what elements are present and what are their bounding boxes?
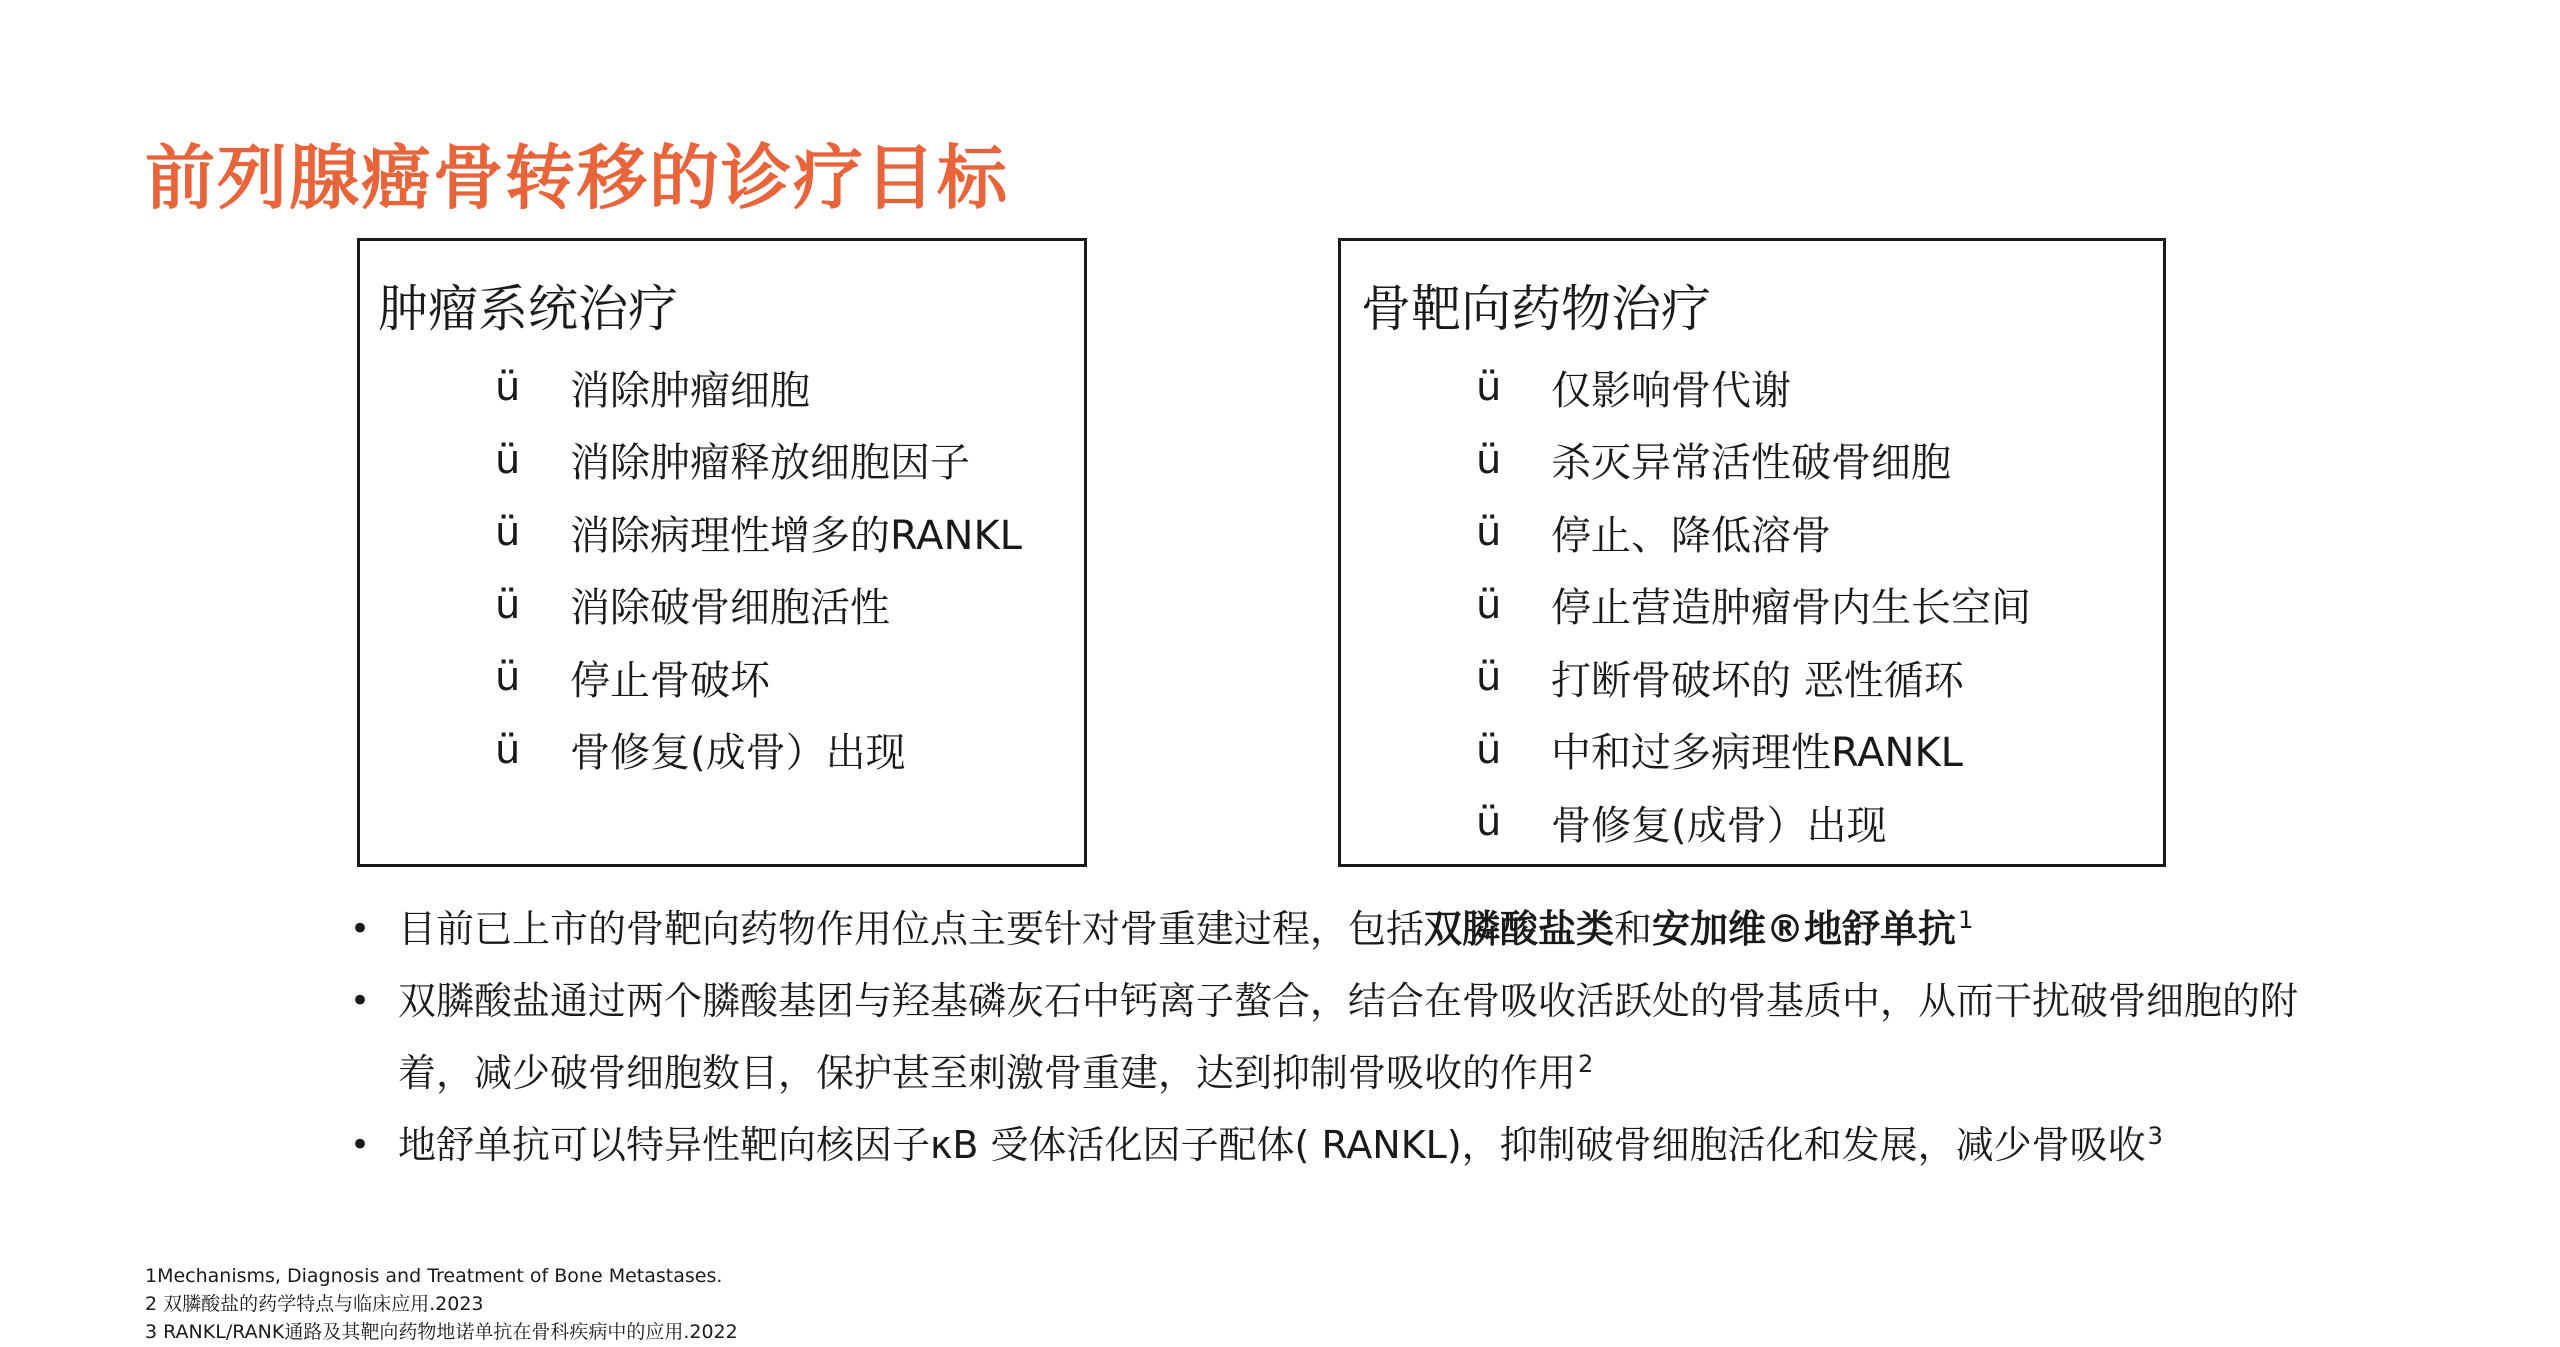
bullet-item-3 [350, 1109, 2330, 1181]
list-item [495, 351, 1022, 424]
list-item [495, 569, 1022, 642]
bullet-dot-icon: • [350, 981, 371, 1021]
list-item [495, 641, 1022, 714]
list-item [1476, 351, 2031, 424]
footnote: 1Mechanisms, Diagnosis and Treatment of Bone Metastases. [145, 1265, 723, 1287]
list-item-label: 消除病理性增多的RANKL [570, 512, 1022, 559]
check-icon: ü [1476, 654, 1502, 701]
check-icon: ü [1476, 509, 1502, 556]
footnote: 3 RANKL/RANK通路及其靶向药物地诺单抗在骨科疾病中的应用.2022 [145, 1321, 738, 1343]
list-item [1476, 641, 2031, 714]
check-icon: ü [495, 364, 521, 411]
bullet-text: 双膦酸盐通过两个膦酸基团与羟基磷灰石中钙离子螯合，结合在骨吸收活跃处的骨基质中，从而干扰破骨细胞的附着，减少破骨细胞数目，保护甚至刺激骨重建，达到抑制骨吸收的作用 [398, 979, 2299, 1095]
bullet-list [350, 893, 2330, 1181]
page-title: 前列腺癌骨转移的诊疗目标 [145, 137, 1009, 219]
check-icon: ü [495, 581, 521, 628]
tumor-systemic-therapy-box [357, 238, 1087, 867]
list-item-label: 消除肿瘤细胞 [570, 367, 810, 414]
list-item-label: 停止、降低溶骨 [1551, 512, 1831, 559]
footnotes [145, 1262, 738, 1346]
check-icon: ü [1476, 726, 1502, 773]
bullet-dot-icon: • [350, 1125, 371, 1165]
list-item-label: 停止骨破坏 [570, 657, 770, 704]
list-item-label: 骨修复(成骨）出现 [1551, 802, 1887, 849]
list-item-label: 停止营造肿瘤骨内生长空间 [1551, 585, 2031, 632]
check-icon: ü [1476, 436, 1502, 483]
bullet-dot-icon: • [350, 909, 371, 949]
check-icon: ü [1476, 799, 1502, 846]
reference-marker: 2 [1578, 1050, 1594, 1079]
list-item [495, 424, 1022, 497]
list-item-label: 消除破骨细胞活性 [570, 585, 890, 632]
list-item [1476, 569, 2031, 642]
check-icon: ü [495, 654, 521, 701]
bullet-text: 地舒单抗可以特异性靶向核因子κB 受体活化因子配体( RANKL)，抑制破骨细胞活化和发展，减少骨吸收 [398, 1123, 2146, 1167]
bullet-item-1 [350, 893, 2330, 965]
reference-marker: 1 [1958, 906, 1974, 935]
list-item [1476, 496, 2031, 569]
check-icon: ü [1476, 581, 1502, 628]
bullet-bold-text: 安加维®地舒单抗 [1652, 907, 1957, 951]
bullet-text: 目前已上市的骨靶向药物作用位点主要针对骨重建过程，包括 [398, 907, 1425, 951]
list-item [495, 496, 1022, 569]
box-heading: 肿瘤系统治疗 [378, 280, 678, 338]
check-icon: ü [495, 509, 521, 556]
check-list [1476, 351, 2031, 859]
check-icon: ü [1476, 364, 1502, 411]
check-icon: ü [495, 436, 521, 483]
reference-marker: 3 [2147, 1122, 2163, 1151]
list-item [1476, 786, 2031, 859]
bone-targeted-therapy-box [1338, 238, 2166, 867]
bullet-item-2 [350, 965, 2330, 1109]
box-heading: 骨靶向药物治疗 [1361, 280, 1711, 338]
check-list [495, 351, 1022, 786]
list-item [495, 714, 1022, 787]
list-item-label: 消除肿瘤释放细胞因子 [570, 440, 970, 487]
bullet-bold-text: 双膦酸盐类 [1424, 907, 1615, 951]
check-icon: ü [495, 726, 521, 773]
list-item [1476, 424, 2031, 497]
list-item-label: 打断骨破坏的 恶性循环 [1551, 657, 1964, 704]
list-item-label: 中和过多病理性RANKL [1551, 730, 1963, 777]
footnote: 2 双膦酸盐的药学特点与临床应用.2023 [145, 1293, 484, 1315]
list-item [1476, 714, 2031, 787]
list-item-label: 仅影响骨代谢 [1551, 367, 1791, 414]
list-item-label: 杀灭异常活性破骨细胞 [1551, 440, 1951, 487]
bullet-text: 和 [1614, 907, 1653, 951]
list-item-label: 骨修复(成骨）出现 [570, 730, 906, 777]
